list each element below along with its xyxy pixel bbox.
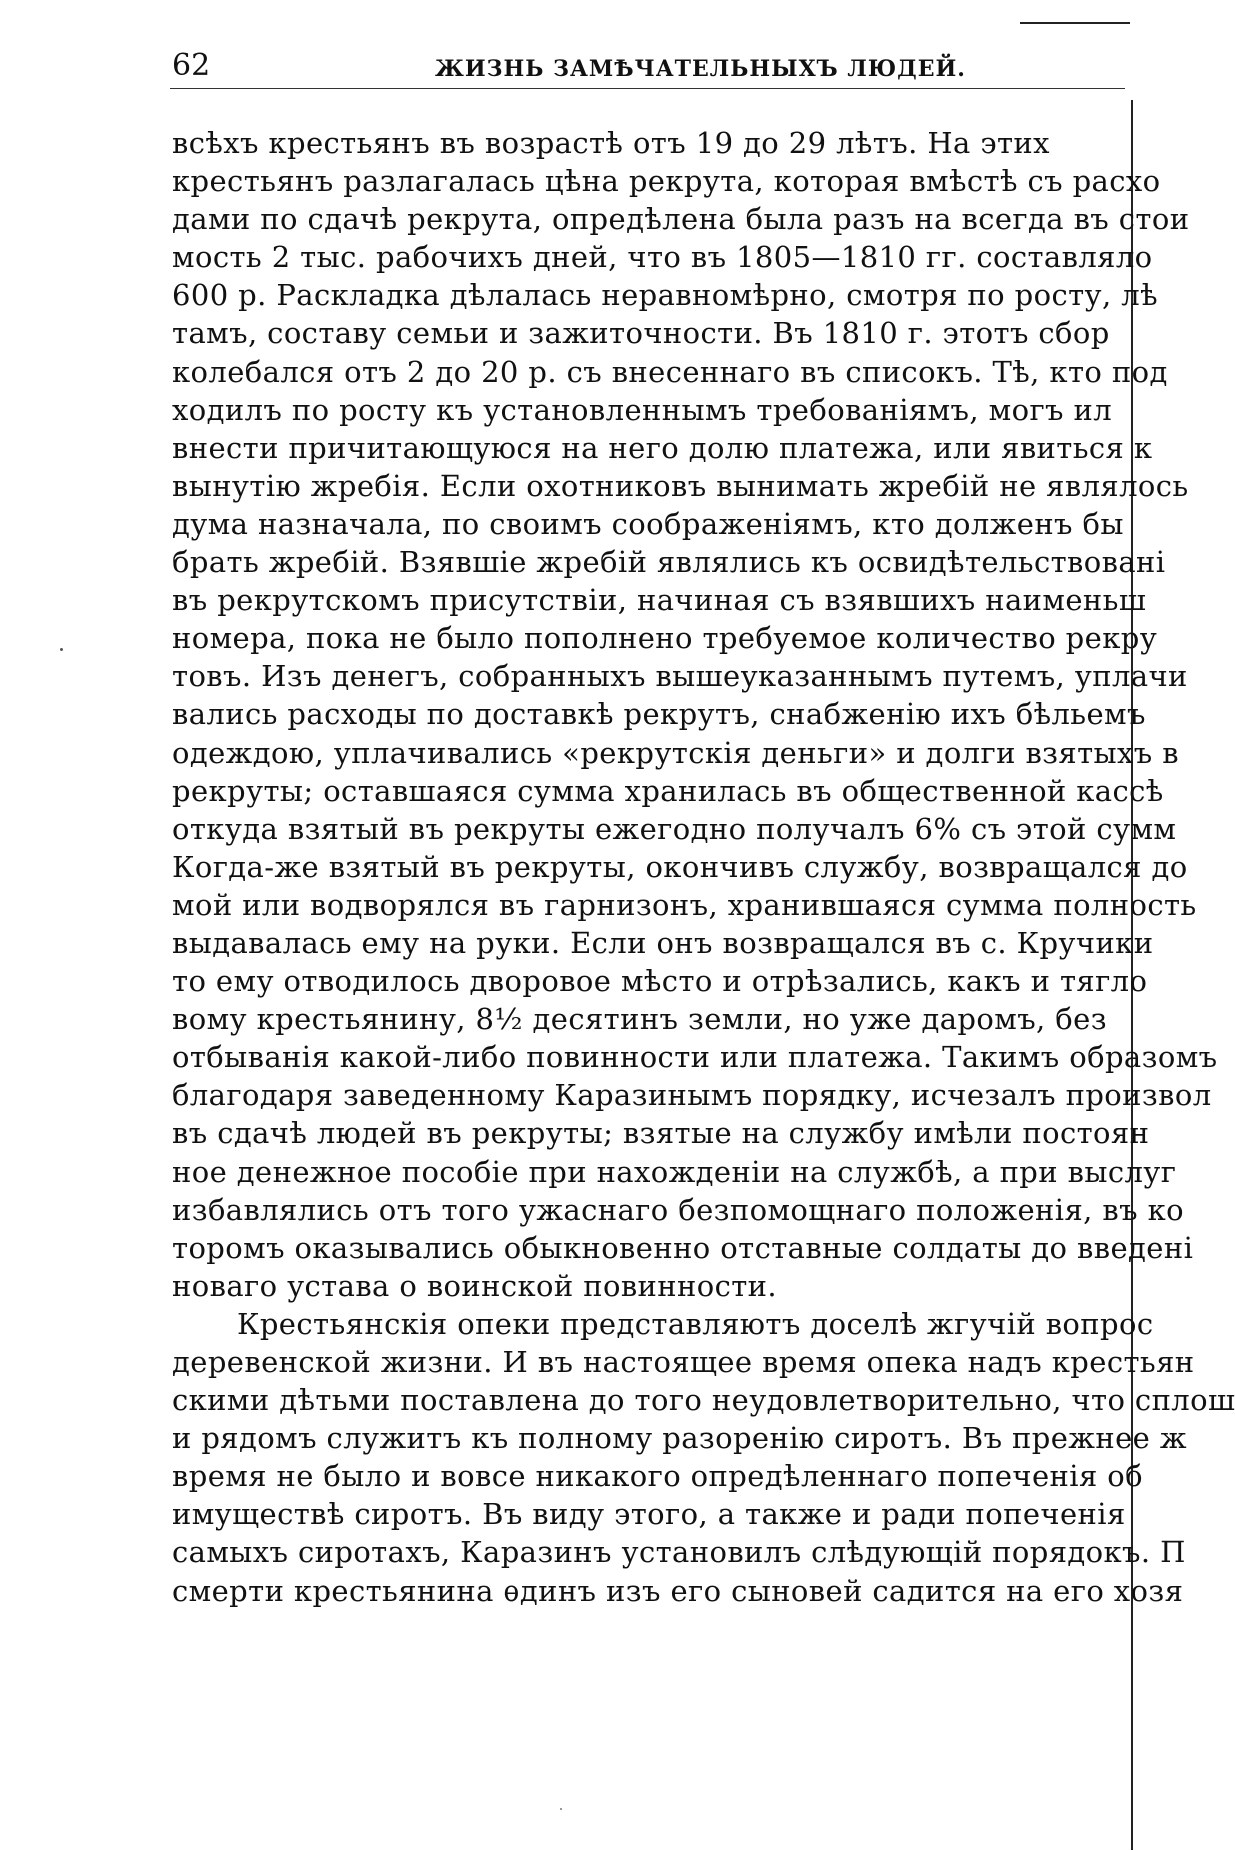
text-line: выдавалась ему на руки. Если онъ возвращался въ с. Кручики	[172, 925, 1154, 960]
text-line: имуществѣ сиротъ. Въ виду этого, а также и ради попеченія	[172, 1497, 1126, 1532]
text-line: новаго устава о воинской повинности.	[172, 1268, 778, 1303]
text-line: деревенской жизни. И въ настоящее время опека надъ крестьян	[172, 1345, 1195, 1379]
text-line: и рядомъ служитъ къ полному разоренію сиротъ. Въ прежнее ж	[172, 1421, 1187, 1456]
page-header	[170, 48, 1125, 88]
text-line: колебался отъ 2 до 20 р. съ внесеннаго въ списокъ. Тѣ, кто под	[172, 354, 1168, 389]
text-line: одеждою, уплачивались «рекрутскія деньги» и долги взятыхъ в	[172, 735, 1179, 770]
text-line: номера, пока не было пополнено требуемое количество рекру	[172, 621, 1158, 656]
text-line: Крестьянскія опеки представляютъ доселѣ жгучій вопрос	[237, 1306, 1154, 1341]
body-text	[172, 124, 1235, 1610]
text-line: избавлялись отъ того ужаснаго безпомощнаго положенія, въ ко	[172, 1192, 1184, 1227]
running-title: ЖИЗНЬ ЗАМѢЧАТЕЛЬНЫХЪ ЛЮДЕЙ.	[435, 56, 966, 82]
text-line: ное денежное пособіе при нахожденіи на службѣ, а при выслуг	[172, 1154, 1177, 1189]
text-line: мой или водворялся въ гарнизонъ, хранившаяся сумма полность	[172, 887, 1197, 922]
text-line: крестьянъ разлагалась цѣна рекрута, которая вмѣстѣ съ расхо	[172, 164, 1161, 199]
text-line: рекруты; оставшаяся сумма хранилась въ общественной кассѣ	[172, 773, 1164, 808]
text-line: дами по сдачѣ рекрута, опредѣлена была разъ на всегда въ стои	[172, 202, 1190, 237]
page-number: 62	[172, 48, 211, 83]
text-line: въ рекрутскомъ присутствіи, начиная съ взявшихъ наименьш	[172, 583, 1147, 618]
text-line: торомъ оказывались обыкновенно отставные солдаты до введені	[172, 1230, 1194, 1265]
text-line: Когда-же взятый въ рекруты, окончивъ службу, возвращался до	[172, 849, 1188, 884]
margin-speck	[60, 648, 63, 651]
text-line: вались расходы по доставкѣ рекрутъ, снабженію ихъ бѣльемъ	[172, 697, 1146, 732]
text-line: всѣхъ крестьянъ въ возрастѣ отъ 19 до 29 лѣтъ. На этих	[172, 126, 1050, 160]
text-line: вому крестьянину, 8½ десятинъ земли, но уже даромъ, без	[172, 1002, 1107, 1037]
text-line: мость 2 тыс. рабочихъ дней, что въ 1805—1810 гг. составляло	[172, 240, 1153, 275]
header-rule	[170, 88, 1125, 89]
text-line: 600 р. Раскладка дѣлалась неравномѣрно, смотря по росту, лѣ	[172, 278, 1158, 313]
text-line: время не было и вовсе никакого опредѣленнаго попеченія об	[172, 1459, 1143, 1494]
text-line: то ему отводилось дворовое мѣсто и отрѣзались, какъ и тягло	[172, 964, 1148, 999]
text-line: въ сдачѣ людей въ рекруты; взятые на службу имѣли постоян	[172, 1116, 1150, 1151]
text-line: вынутію жребія. Если охотниковъ вынимать жребій не являлось	[172, 468, 1189, 503]
text-line: брать жребій. Взявшіе жребій являлись къ освидѣтельствовані	[172, 545, 1166, 580]
text-line: внести причитающуюся на него долю платежа, или явиться к	[172, 430, 1153, 465]
text-line: откуда взятый въ рекруты ежегодно получалъ 6% съ этой сумм	[172, 811, 1177, 846]
text-line: тамъ, составу семьи и зажиточности. Въ 1810 г. этотъ сбор	[172, 316, 1110, 351]
top-edge-rule	[1020, 22, 1130, 24]
text-line: самыхъ сиротахъ, Каразинъ установилъ слѣдующій порядокъ. П	[172, 1535, 1186, 1570]
text-line: товъ. Изъ денегъ, собранныхъ вышеуказаннымъ путемъ, уплачи	[172, 659, 1188, 694]
text-line: отбыванія какой-либо повинности или платежа. Такимъ образомъ	[172, 1040, 1218, 1075]
text-line: благодаря заведенному Каразинымъ порядку, исчезалъ произвол	[172, 1078, 1212, 1113]
bottom-speck	[560, 1808, 562, 1810]
text-line: скими дѣтьми поставлена до того неудовлетворительно, что сплош	[172, 1383, 1235, 1418]
text-line: ходилъ по росту къ установленнымъ требованіямъ, могъ ил	[172, 392, 1113, 427]
text-line: смерти крестьянина ѳдинъ изъ его сыновей садится на его хозя	[172, 1573, 1184, 1608]
text-line: дума назначала, по своимъ соображеніямъ, кто долженъ бы	[172, 506, 1124, 541]
